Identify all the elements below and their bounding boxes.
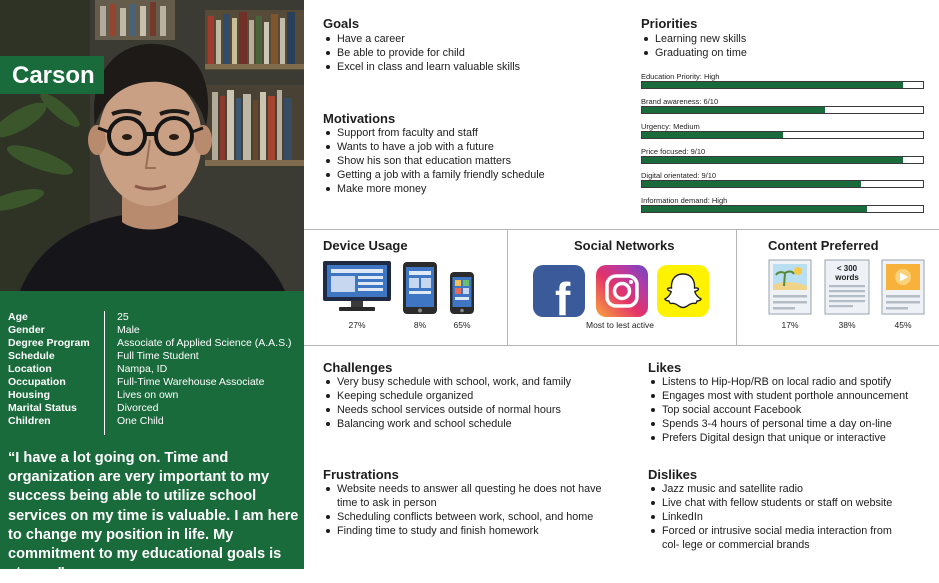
priority-bar-label: Information demand: High bbox=[641, 196, 728, 205]
list-item: Listens to Hip-Hop/RB on local radio and spotify bbox=[648, 375, 933, 389]
fact-row-housing bbox=[0, 389, 304, 402]
list-item: Forced or intrusive social media interaction from col- lege or commercial brands bbox=[648, 524, 908, 552]
list-item: Getting a job with a family friendly schedule bbox=[323, 168, 623, 182]
fact-row-degree-program bbox=[0, 337, 304, 350]
svg-text:words: words bbox=[835, 273, 859, 282]
smartphone-icon bbox=[450, 272, 474, 319]
priority-bar-fill bbox=[642, 107, 825, 113]
list-item: Top social account Facebook bbox=[648, 403, 933, 417]
list-item: Jazz music and satellite radio bbox=[648, 482, 908, 496]
persona-photo bbox=[0, 0, 304, 291]
dislikes-title: Dislikes bbox=[648, 467, 698, 482]
instagram-icon bbox=[596, 265, 648, 317]
priority-bar-track bbox=[641, 180, 924, 188]
persona-name: Carson bbox=[0, 56, 104, 94]
priority-bar-label: Brand awareness: 6/10 bbox=[641, 97, 719, 106]
fact-label: Age bbox=[8, 311, 28, 323]
device-percent: 27% bbox=[348, 320, 366, 330]
dislikes-list bbox=[648, 482, 908, 552]
fact-value: Lives on own bbox=[117, 389, 179, 401]
priority-bar-track bbox=[641, 131, 924, 139]
list-item: Live chat with fellow students or staff on website bbox=[648, 496, 908, 510]
snapchat-icon bbox=[657, 265, 709, 317]
priority-bar-label: Urgency: Medium bbox=[641, 122, 700, 131]
list-item: Balancing work and school schedule bbox=[323, 417, 623, 431]
fact-label: Housing bbox=[8, 389, 50, 401]
fact-row-marital-status bbox=[0, 402, 304, 415]
fact-row-age bbox=[0, 311, 304, 324]
content-percent: 45% bbox=[894, 320, 912, 330]
list-item: LinkedIn bbox=[648, 510, 908, 524]
text-document-icon bbox=[824, 259, 870, 320]
tablet-icon bbox=[403, 262, 437, 319]
list-item: Scheduling conflicts between work, school, and home bbox=[323, 510, 613, 524]
likes-title: Likes bbox=[648, 360, 682, 375]
motivations-list bbox=[323, 126, 623, 196]
list-item: Learning new skills bbox=[641, 32, 931, 46]
device-usage-title: Device Usage bbox=[323, 238, 408, 253]
fact-label: Schedule bbox=[8, 350, 55, 362]
persona-quote: “I have a lot going on. Time and organization are very important to my success being able to utilize school services on my time is valuable. I am here to change my position in life. My commitment to my educational goals is strong.” bbox=[8, 450, 299, 582]
facebook-icon bbox=[533, 265, 585, 325]
list-item: Needs school services outside of normal hours bbox=[323, 403, 623, 417]
goals-list bbox=[323, 32, 623, 74]
content-percent: 17% bbox=[781, 320, 799, 330]
fact-value: Full Time Student bbox=[117, 350, 199, 362]
priority-bar-label: Price focused: 9/10 bbox=[641, 147, 706, 156]
priorities-title: Priorities bbox=[641, 16, 698, 31]
priority-bar-track bbox=[641, 156, 924, 164]
fact-label: Children bbox=[8, 415, 51, 427]
list-item: Graduating on time bbox=[641, 46, 931, 60]
fact-label: Location bbox=[8, 363, 52, 375]
content-preferred-title: Content Preferred bbox=[768, 238, 879, 253]
image-document-icon bbox=[768, 259, 812, 320]
goals-title: Goals bbox=[323, 16, 360, 31]
fact-row-occupation bbox=[0, 376, 304, 389]
fact-value: 25 bbox=[117, 311, 129, 323]
challenges-list bbox=[323, 375, 623, 431]
priority-bar-track bbox=[641, 81, 924, 89]
list-item: Excel in class and learn valuable skills bbox=[323, 60, 623, 74]
list-item: Wants to have a job with a future bbox=[323, 140, 623, 154]
section-divider bbox=[736, 229, 737, 345]
priorities-list bbox=[641, 32, 931, 60]
fact-label: Marital Status bbox=[8, 402, 77, 414]
fact-label: Gender bbox=[8, 324, 45, 336]
likes-list bbox=[648, 375, 933, 445]
device-percent: 8% bbox=[413, 320, 427, 330]
content-percent: 38% bbox=[838, 320, 856, 330]
fact-value: Nampa, ID bbox=[117, 363, 168, 375]
svg-text:< 300: < 300 bbox=[836, 264, 858, 273]
priority-bar-track bbox=[641, 205, 924, 213]
fact-row-location bbox=[0, 363, 304, 376]
fact-value: One Child bbox=[117, 415, 164, 427]
list-item: Keeping schedule organized bbox=[323, 389, 623, 403]
fact-label: Degree Program bbox=[8, 337, 90, 349]
social-networks-caption: Most to lest active bbox=[586, 320, 655, 330]
fact-label: Occupation bbox=[8, 376, 66, 388]
priority-bar-track bbox=[641, 106, 924, 114]
device-percent: 65% bbox=[453, 320, 471, 330]
list-item: Website needs to answer all questing he does not have time to ask in person bbox=[323, 482, 613, 510]
persona-facts bbox=[0, 311, 304, 428]
fact-value: Divorced bbox=[117, 402, 159, 414]
frustrations-list bbox=[323, 482, 613, 538]
list-item: Make more money bbox=[323, 182, 623, 196]
challenges-title: Challenges bbox=[323, 360, 393, 375]
priority-bar-fill bbox=[642, 206, 867, 212]
persona-portrait-illustration bbox=[0, 0, 304, 291]
priority-bar-fill bbox=[642, 82, 903, 88]
video-document-icon bbox=[881, 259, 925, 320]
motivations-title: Motivations bbox=[323, 111, 396, 126]
fact-value: Full-Time Warehouse Associate bbox=[117, 376, 265, 388]
fact-value: Male bbox=[117, 324, 140, 336]
fact-row-children bbox=[0, 415, 304, 428]
social-networks-title: Social Networks bbox=[574, 238, 675, 253]
list-item: Spends 3-4 hours of personal time a day on-line bbox=[648, 417, 933, 431]
persona-panel bbox=[0, 0, 304, 582]
facebook-glyph: f bbox=[555, 273, 571, 325]
list-item: Finding time to study and finish homework bbox=[323, 524, 613, 538]
list-item: Prefers Digital design that unique or interactive bbox=[648, 431, 933, 445]
desktop-monitor-icon bbox=[323, 261, 391, 318]
priority-bar-label: Digital orientated: 9/10 bbox=[641, 171, 717, 180]
section-divider bbox=[304, 345, 939, 346]
fact-row-gender bbox=[0, 324, 304, 337]
fact-value: Associate of Applied Science (A.A.S.) bbox=[117, 337, 292, 349]
list-item: Engages most with student porthole announcement bbox=[648, 389, 933, 403]
list-item: Support from faculty and staff bbox=[323, 126, 623, 140]
list-item: Be able to provide for child bbox=[323, 46, 623, 60]
section-divider bbox=[507, 229, 508, 345]
list-item: Very busy schedule with school, work, and family bbox=[323, 375, 623, 389]
frustrations-title: Frustrations bbox=[323, 467, 399, 482]
priority-bar-fill bbox=[642, 181, 861, 187]
list-item: Show his son that education matters bbox=[323, 154, 623, 168]
priority-bar-fill bbox=[642, 157, 903, 163]
fact-row-schedule bbox=[0, 350, 304, 363]
section-divider bbox=[304, 229, 939, 230]
priority-bar-fill bbox=[642, 132, 783, 138]
list-item: Have a career bbox=[323, 32, 623, 46]
priority-bar-label: Education Priority: High bbox=[641, 72, 720, 81]
